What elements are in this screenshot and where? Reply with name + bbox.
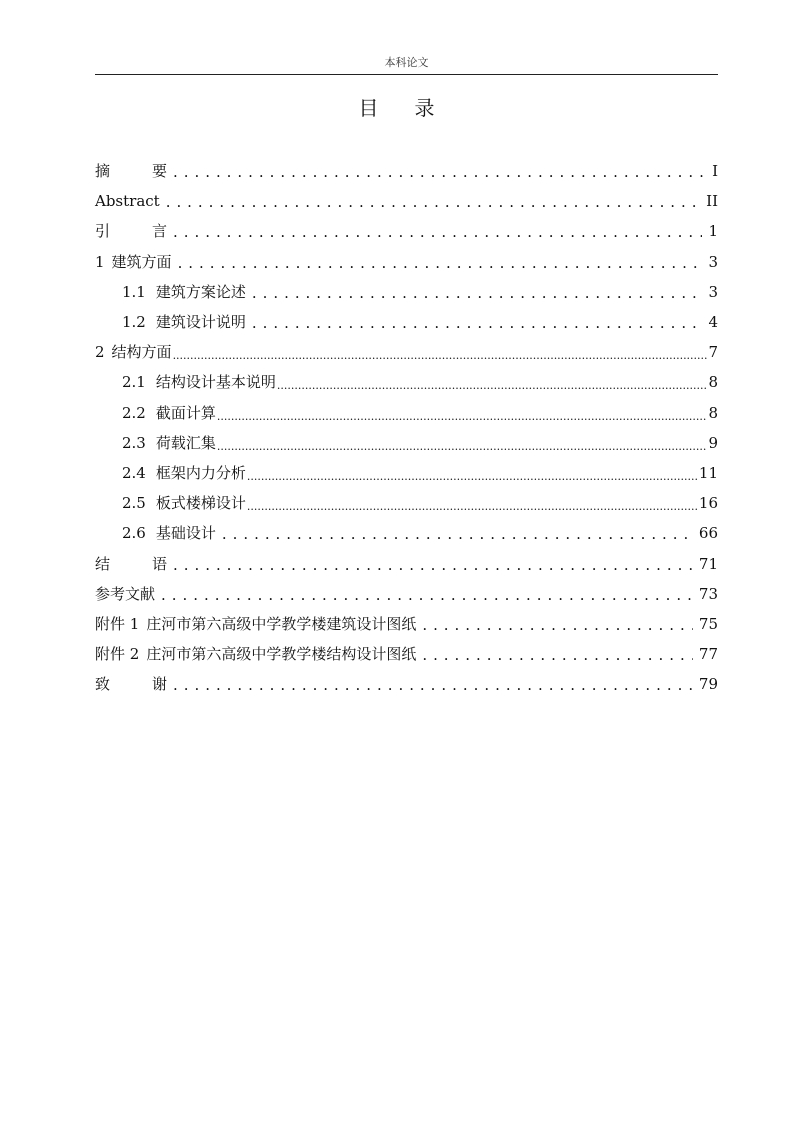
- toc-entry-section-2-5[interactable]: [95, 488, 718, 518]
- toc-entry-section-2-2[interactable]: [95, 398, 718, 428]
- dot-leader: [422, 645, 693, 663]
- dot-leader: [252, 313, 703, 331]
- toc-entry-label: 框架内力分析: [155, 463, 246, 482]
- page-title: [0, 94, 793, 122]
- toc-entry-number: 2.1: [122, 373, 146, 392]
- toc-entry-page: 9: [708, 433, 718, 452]
- toc-entry-references[interactable]: [95, 579, 718, 609]
- toc-entry-page: 75: [698, 614, 718, 633]
- toc-entry-number: 1: [95, 252, 105, 271]
- toc-entry-conclusion[interactable]: [95, 548, 718, 578]
- toc-entry-number: 2.2: [122, 403, 146, 422]
- title-char-right: 录: [414, 96, 435, 120]
- toc-entry-section-2-6[interactable]: [95, 518, 718, 548]
- toc-entry-page: 71: [698, 554, 718, 573]
- toc-entry-page: 7: [708, 343, 718, 362]
- toc-entry-label: 截面计算: [155, 403, 216, 422]
- dot-leader: [247, 464, 698, 482]
- toc-entry-section-2-1[interactable]: [95, 367, 718, 397]
- toc-entry-label: 结构方面: [111, 343, 172, 362]
- running-header: [95, 57, 718, 75]
- dot-leader: [173, 162, 704, 180]
- toc-entry-section-2-4[interactable]: [95, 458, 718, 488]
- toc-entry-chapter-2[interactable]: [95, 337, 718, 367]
- dot-leader: [161, 585, 693, 603]
- toc-entry-label: 引言: [95, 222, 167, 241]
- dot-leader: [247, 494, 698, 512]
- toc-entry-page: 77: [698, 645, 718, 664]
- toc-entry-label: 建筑设计说明: [155, 313, 246, 332]
- toc-entry-number: 1.1: [122, 282, 146, 301]
- toc-entry-number: 2.3: [122, 433, 146, 452]
- toc-entry-label: 板式楼梯设计: [155, 494, 246, 513]
- toc-entry-chapter-1[interactable]: [95, 247, 718, 277]
- toc-entry-page: 4: [708, 313, 718, 332]
- toc-entry-section-2-3[interactable]: [95, 428, 718, 458]
- table-of-contents: [95, 156, 718, 699]
- toc-entry-acknowledgements[interactable]: [95, 669, 718, 699]
- toc-entry-page: 8: [708, 373, 718, 392]
- toc-entry-label: 结语: [95, 554, 167, 573]
- toc-entry-page: 79: [698, 675, 718, 694]
- title-char-left: 目: [358, 96, 379, 120]
- toc-entry-label: 荷载汇集: [155, 433, 216, 452]
- toc-entry-number: 附件 2: [95, 645, 140, 664]
- toc-entry-section-1-1[interactable]: [95, 277, 718, 307]
- toc-entry-label: 庄河市第六高级中学教学楼结构设计图纸: [146, 645, 417, 664]
- toc-entry-label: 参考文献: [95, 584, 156, 603]
- dot-leader: [166, 192, 700, 210]
- dot-leader: [252, 283, 703, 301]
- toc-entry-introduction[interactable]: [95, 216, 718, 246]
- toc-entry-page: 8: [708, 403, 718, 422]
- toc-entry-section-1-2[interactable]: [95, 307, 718, 337]
- dot-leader: [217, 434, 708, 452]
- dot-leader: [422, 615, 693, 633]
- header-text: 本科论文: [384, 56, 429, 69]
- dot-leader: [217, 404, 708, 422]
- toc-entry-page: 3: [708, 282, 718, 301]
- toc-entry-label: 建筑方案论述: [155, 282, 246, 301]
- toc-entry-appendix-2[interactable]: [95, 639, 718, 669]
- dot-leader: [173, 675, 693, 693]
- toc-entry-abstract-cn[interactable]: [95, 156, 718, 186]
- dot-leader: [277, 373, 708, 391]
- dot-leader: [173, 555, 693, 573]
- toc-entry-number: 2.5: [122, 494, 146, 513]
- toc-entry-appendix-1[interactable]: [95, 609, 718, 639]
- toc-entry-page: 73: [698, 584, 718, 603]
- toc-entry-number: 2: [95, 343, 105, 362]
- toc-entry-page: 1: [708, 222, 718, 241]
- toc-entry-label: 基础设计: [155, 524, 216, 543]
- toc-entry-page: 3: [708, 252, 718, 271]
- toc-entry-abstract-en[interactable]: [95, 186, 718, 216]
- toc-entry-page: I: [712, 162, 718, 181]
- dot-leader: [173, 343, 708, 361]
- toc-entry-number: 附件 1: [95, 614, 140, 633]
- toc-entry-number: 1.2: [122, 313, 146, 332]
- toc-entry-label: 摘要: [95, 162, 167, 181]
- toc-entry-number: 2.6: [122, 524, 146, 543]
- toc-entry-label: Abstract: [95, 192, 160, 211]
- toc-entry-page: 11: [698, 463, 718, 482]
- toc-entry-label: 结构设计基本说明: [155, 373, 276, 392]
- toc-entry-label: 致谢: [95, 675, 167, 694]
- toc-entry-number: 2.4: [122, 463, 146, 482]
- dot-leader: [222, 524, 693, 542]
- dot-leader: [173, 222, 702, 240]
- dot-leader: [178, 253, 703, 271]
- toc-entry-page: 16: [698, 494, 718, 513]
- toc-entry-page: II: [706, 192, 718, 211]
- toc-entry-page: 66: [698, 524, 718, 543]
- toc-entry-label: 建筑方面: [111, 252, 172, 271]
- toc-entry-label: 庄河市第六高级中学教学楼建筑设计图纸: [146, 614, 417, 633]
